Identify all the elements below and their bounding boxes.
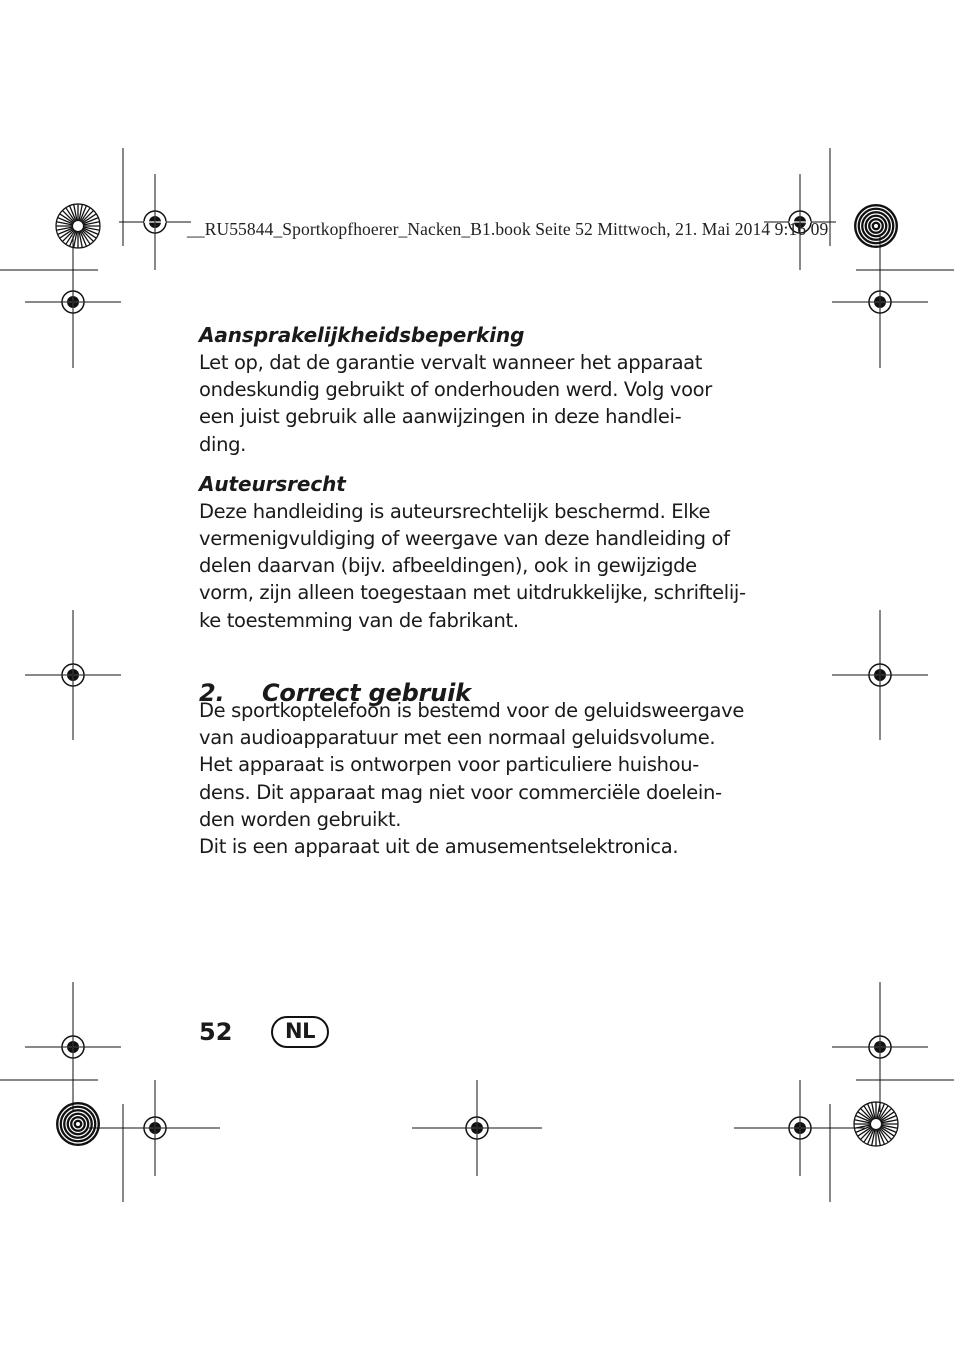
text-line: ke toestemming van de fabrikant.: [199, 608, 519, 632]
text-line: ondeskundig gebruikt of onderhouden werd. Volg voor: [199, 378, 712, 402]
text-line: een juist gebruik alle aanwijzingen in deze handlei-: [199, 405, 682, 429]
text-line: ding.: [199, 432, 246, 456]
text-line: Dit is een apparaat uit de amusementselektronica.: [199, 835, 679, 859]
text-line: dens. Dit apparaat mag niet voor commerciële doelein-: [199, 780, 722, 804]
page-number: 52: [199, 1018, 233, 1046]
chapter-number: 2.: [199, 678, 225, 707]
print-slug: __RU55844_Sportkopfhoerer_Nacken_B1.book Seite 52 Mittwoch, 21. Mai 2014 9:16 09: [187, 219, 829, 239]
document-body: [199, 322, 746, 634]
section-heading-liability: Aansprakelijkheidsbeperking: [199, 323, 525, 347]
paragraph-copyright: [199, 498, 746, 634]
paragraph-intended-use: [199, 697, 744, 860]
text-line: den worden gebruikt.: [199, 807, 402, 831]
chapter-title: Correct gebruik: [262, 678, 471, 707]
language-badge: NL: [271, 1016, 329, 1048]
text-line: van audioapparatuur met een normaal geluidsvolume.: [199, 726, 716, 750]
text-line: De sportkoptelefoon is bestemd voor de geluidsweergave: [199, 699, 744, 722]
text-line: Het apparaat is ontworpen voor particuliere huishou-: [199, 753, 699, 777]
section-heading-copyright: Auteursrecht: [199, 471, 346, 496]
text-line: Let op, dat de garantie vervalt wanneer het apparaat: [199, 351, 703, 374]
text-line: vermenigvuldiging of weergave van deze handleiding of: [199, 527, 730, 551]
text-line: Deze handleiding is auteursrechtelijk beschermd. Elke: [199, 499, 711, 523]
text-line: vorm, zijn alleen toegestaan met uitdrukkelijke, schriftelij-: [199, 581, 746, 605]
text-line: delen daarvan (bijv. afbeeldingen), ook in gewijzigde: [199, 554, 697, 578]
paragraph-liability: [199, 349, 724, 458]
